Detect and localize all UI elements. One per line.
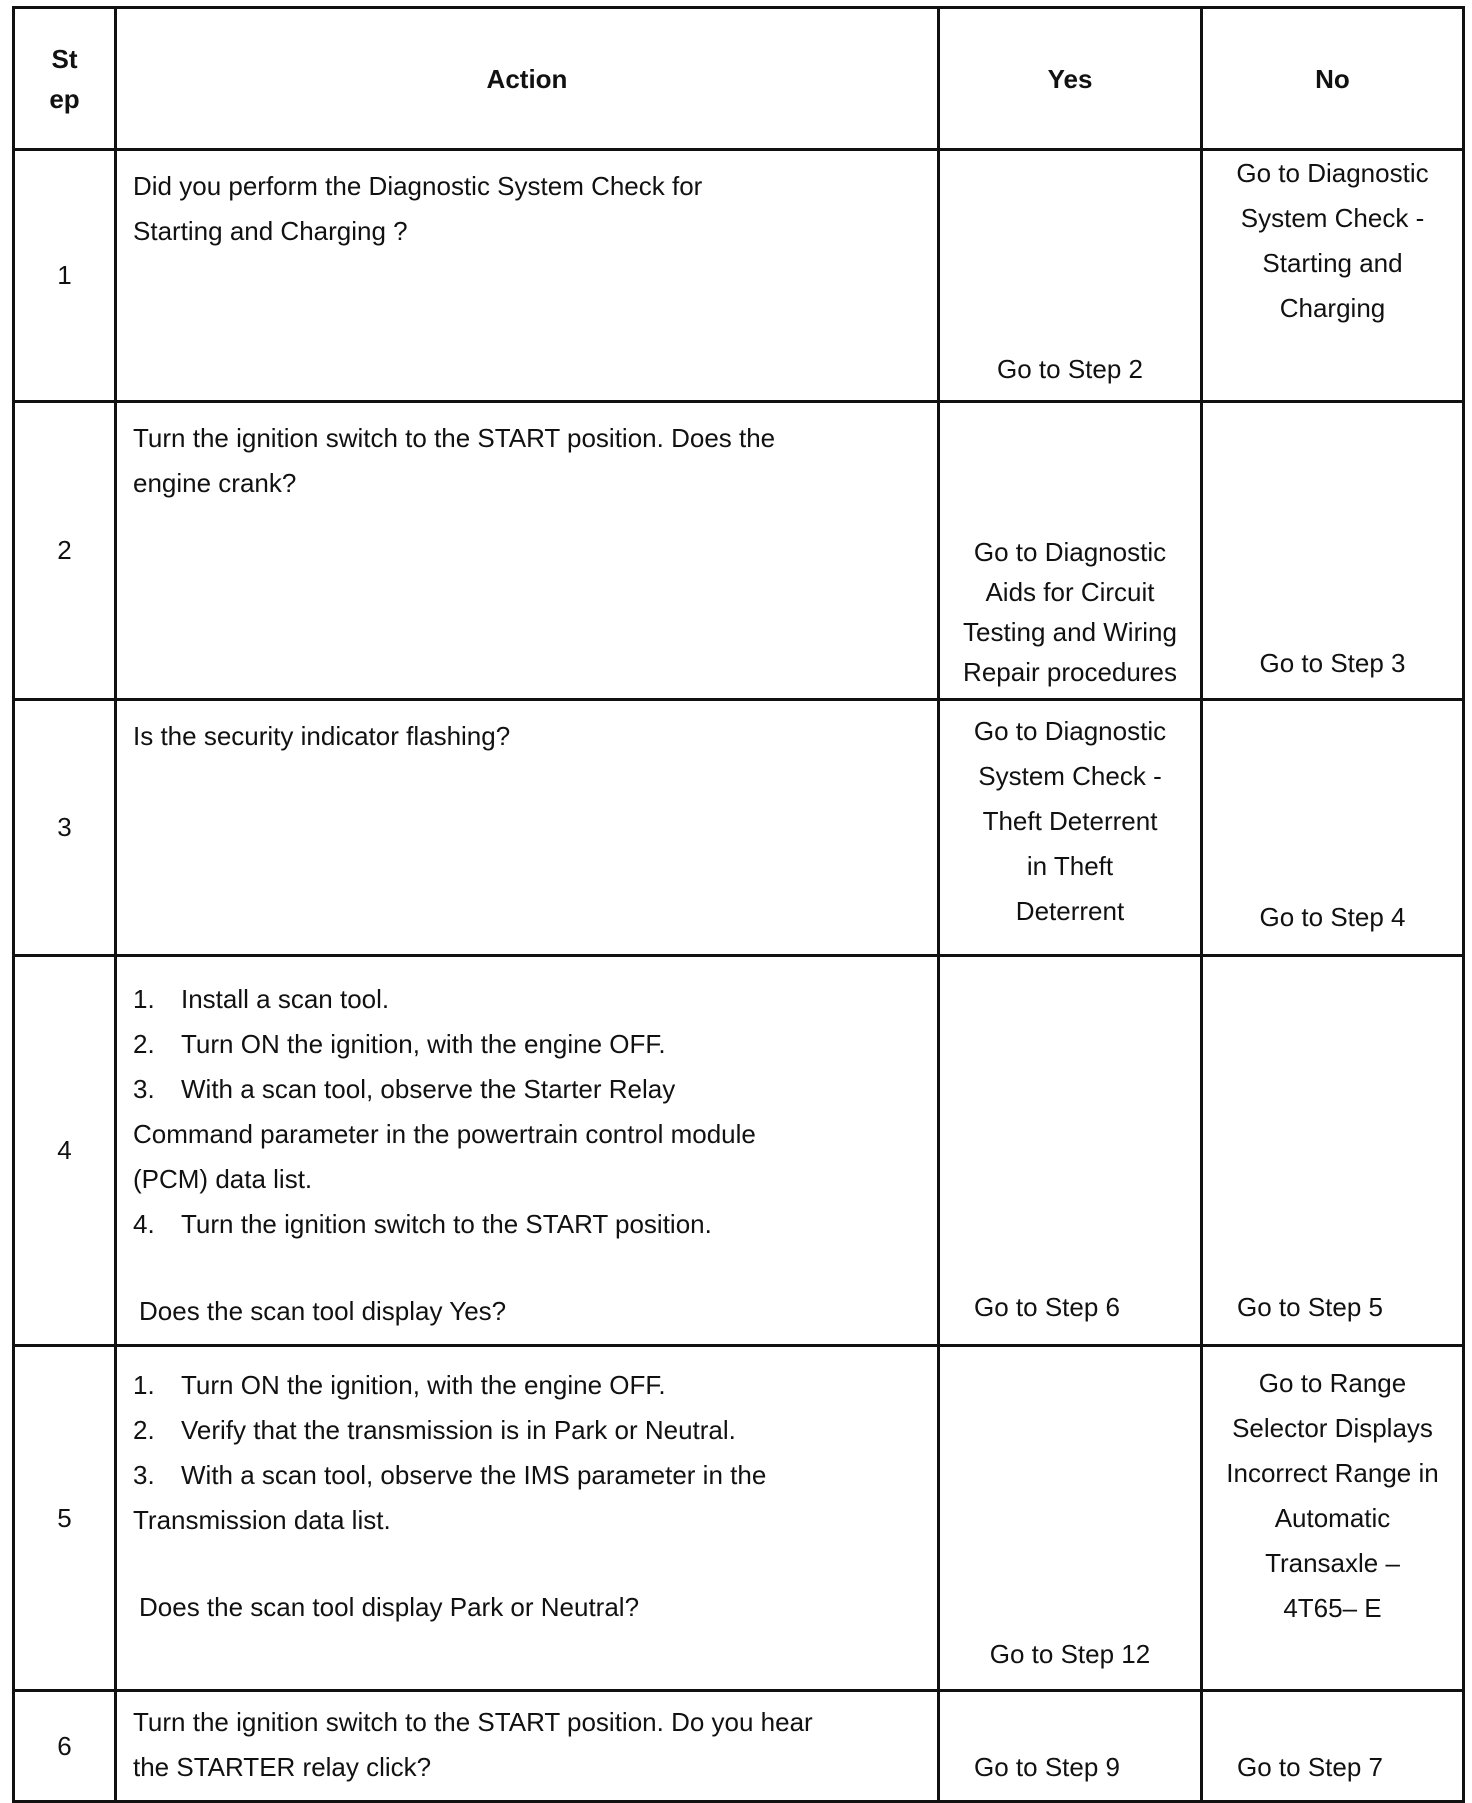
list-item: 2. Verify that the transmission is in Park or Neutral.: [133, 1415, 736, 1445]
yes-cell: Go to Step 12: [939, 1346, 1202, 1691]
question-text: Does the scan tool display Yes?: [139, 1296, 507, 1326]
yes-cell: Go to Diagnostic System Check - Theft Deterrent in Theft Deterrent: [939, 700, 1202, 956]
yes-cell: Go to Step 2: [939, 150, 1202, 402]
list-item: 2. Turn ON the ignition, with the engine OFF.: [133, 1029, 666, 1059]
no-cell: Go to Step 5: [1202, 956, 1464, 1346]
step-number: 5: [14, 1346, 116, 1691]
action-text: Is the security indicator flashing?: [116, 700, 939, 956]
list-item: 1. Install a scan tool.: [133, 984, 390, 1014]
list-item: 3. With a scan tool, observe the Starter Relay: [133, 1074, 676, 1104]
list-continuation: Command parameter in the powertrain control module (PCM) data list.: [133, 1119, 756, 1194]
no-cell: Go to Diagnostic System Check - Starting and Charging: [1202, 150, 1464, 402]
table-header-row: [14, 8, 1464, 150]
step-number: 4: [14, 956, 116, 1346]
step-number: 2: [14, 402, 116, 700]
step-number: 6: [14, 1691, 116, 1802]
question-text: Does the scan tool display Park or Neutral?: [139, 1592, 640, 1622]
no-cell: Go to Step 7: [1202, 1691, 1464, 1802]
header-step: St ep: [14, 8, 116, 150]
table-row: [14, 150, 1464, 402]
no-cell: Go to Range Selector Displays Incorrect Range in Automatic Transaxle – 4T65– E: [1202, 1346, 1464, 1691]
table-row: [14, 1691, 1464, 1802]
list-item: 1. Turn ON the ignition, with the engine OFF.: [133, 1370, 666, 1400]
no-cell: Go to Step 3: [1202, 402, 1464, 700]
table-row: [14, 1346, 1464, 1691]
no-cell: Go to Step 4: [1202, 700, 1464, 956]
yes-cell: Go to Diagnostic Aids for Circuit Testing and Wiring Repair procedures: [939, 402, 1202, 700]
list-continuation: Transmission data list.: [133, 1505, 391, 1535]
table-row: [14, 402, 1464, 700]
yes-cell: Go to Step 9: [939, 1691, 1202, 1802]
yes-cell: Go to Step 6: [939, 956, 1202, 1346]
list-item: 4. Turn the ignition switch to the START position.: [133, 1209, 712, 1239]
action-list: [116, 1346, 939, 1691]
diagnostic-table: [12, 6, 1465, 1803]
action-text: Turn the ignition switch to the START position. Does the engine crank?: [116, 402, 939, 700]
header-yes: Yes: [939, 8, 1202, 150]
table-row: [14, 956, 1464, 1346]
step-number: 1: [14, 150, 116, 402]
action-text: Turn the ignition switch to the START position. Do you hear the STARTER relay click?: [116, 1691, 939, 1802]
step-number: 3: [14, 700, 116, 956]
header-no: No: [1202, 8, 1464, 150]
action-list: [116, 956, 939, 1346]
table-row: [14, 700, 1464, 956]
header-action: Action: [116, 8, 939, 150]
list-item: 3. With a scan tool, observe the IMS parameter in the: [133, 1460, 767, 1490]
action-text: Did you perform the Diagnostic System Check for Starting and Charging ?: [116, 150, 939, 402]
